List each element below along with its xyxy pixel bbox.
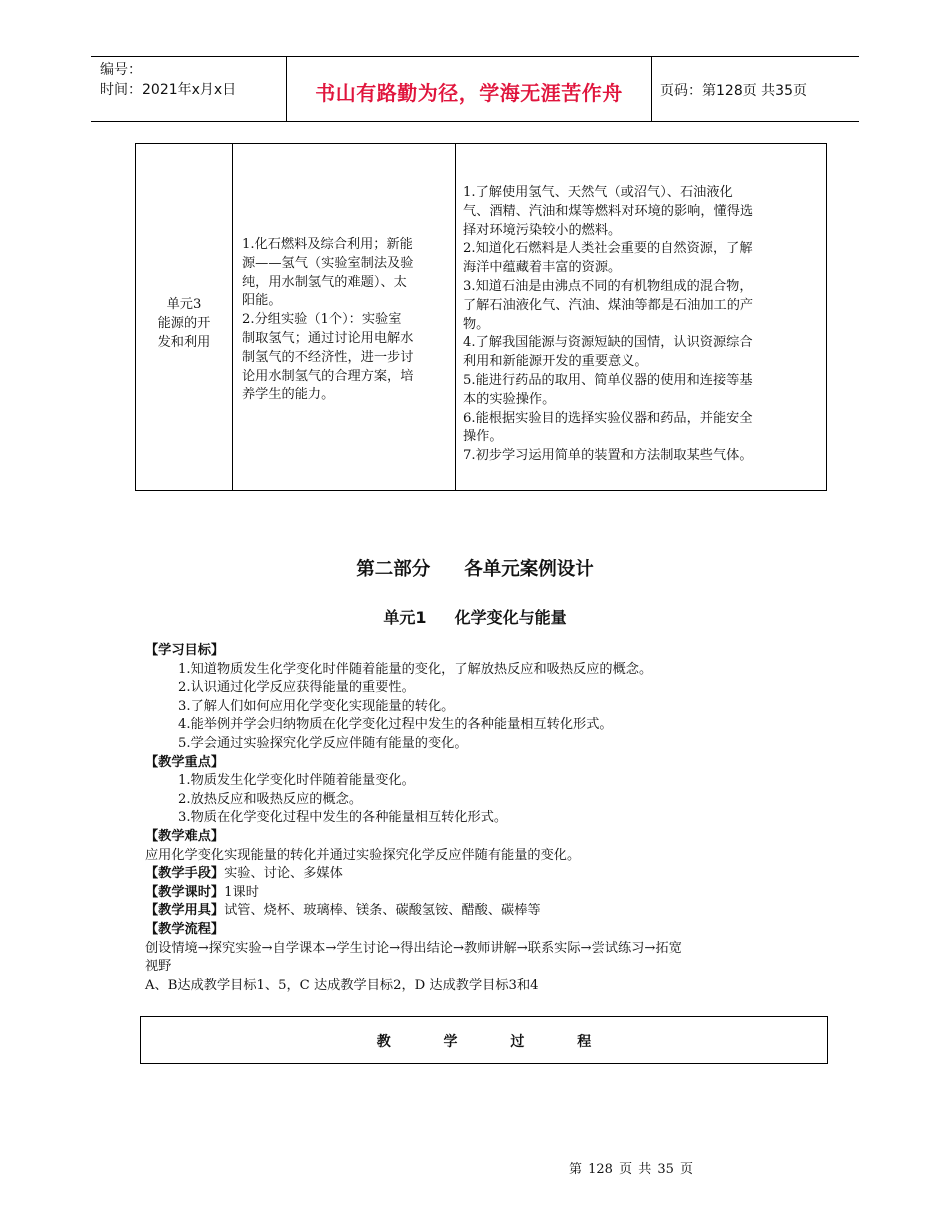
header-top-rule: [91, 56, 859, 57]
requirement-line: 1.了解使用氢气、天然气（或沼气）、石油液化: [463, 185, 733, 200]
means-text: 实验、讨论、多媒体: [224, 866, 343, 882]
flow-line: 视野: [145, 959, 172, 975]
content-line: 1.化石燃料及综合利用；新能: [242, 237, 413, 252]
goals-heading: 【学习目标】: [145, 643, 225, 658]
requirement-line: 气、酒精、汽油和煤等燃料对环境的影响，懂得选: [463, 203, 754, 219]
lesson-plan-body: [145, 642, 825, 995]
unit-content-cell: [242, 236, 450, 405]
requirement-line: 操作。: [463, 429, 503, 445]
flow-line: 创设情境→探究实验→自学课本→学生讨论→得出结论→教师讲解→联系实际→尝试练习→拓宽: [145, 940, 682, 956]
goal-item: 4.能举例并学会归纳物质在化学变化过程中发生的各种能量相互转化形式。: [178, 717, 613, 733]
requirement-line: 4.了解我国能源与资源短缺的国情，认识资源综合: [463, 335, 753, 351]
header-bottom-rule: [91, 121, 859, 122]
requirement-line: 2.知道化石燃料是人类社会重要的自然资源，了解: [463, 241, 753, 257]
difficulty-heading: 【教学难点】: [145, 828, 225, 844]
header-divider-left: [286, 57, 287, 121]
unit-name-cell: [136, 296, 232, 352]
part-title-right: 各单元案例设计: [464, 559, 594, 580]
key-point-item: 2.放热反应和吸热反应的概念。: [178, 791, 363, 807]
table-column-divider: [232, 144, 233, 490]
requirement-line: 择对环境污染较小的燃料。: [463, 222, 622, 238]
requirement-line: 利用和新能源开发的重要意义。: [463, 354, 648, 370]
header-page-info: 页码：第128页 共35页: [660, 83, 807, 99]
part-title-left: 第二部分: [356, 559, 431, 580]
flow-heading: 【教学流程】: [145, 921, 225, 937]
document-time-label: 时间：2021年x月x日: [100, 82, 237, 98]
content-line: 源——氢气（实验室制法及验: [242, 255, 414, 271]
header-divider-right: [651, 57, 652, 121]
content-line: 纯，用水制氢气的难题）、太: [242, 274, 407, 290]
tools-heading: 【教学用具】: [145, 903, 225, 919]
unit-name-line: 能源的开: [157, 315, 211, 331]
goal-item: 3.了解人们如何应用化学变化实现能量的转化。: [178, 698, 455, 714]
key-points-heading: 【教学重点】: [145, 754, 225, 770]
requirement-line: 物。: [463, 316, 490, 332]
page-footer: 第 128 页 共 35 页: [569, 1162, 694, 1177]
content-line: 养学生的能力。: [242, 387, 335, 403]
means-heading: 【教学手段】: [145, 866, 225, 882]
unit-title-right: 化学变化与能量: [454, 608, 567, 627]
tools-text: 试管、烧杯、玻璃棒、镁条、碳酸氢铵、醋酸、碳棒等: [224, 903, 541, 919]
requirement-line: 5.能进行药品的取用、简单仪器的使用和连接等基: [463, 372, 753, 388]
content-line: 制氢气的不经济性，进一步讨: [242, 349, 414, 365]
requirement-line: 本的实验操作。: [463, 391, 556, 407]
document-number-label: 编号：: [100, 62, 142, 78]
goal-item: 2.认识通过化学反应获得能量的重要性。: [178, 680, 415, 696]
content-line: 阳能。: [242, 293, 282, 309]
unit-title-left: 单元1: [383, 608, 427, 627]
requirement-line: 了解石油液化气、汽油、煤油等都是石油加工的产: [463, 297, 754, 313]
unit-name-line: 发和利用: [157, 334, 211, 350]
requirement-line: 海洋中蕴藏着丰富的资源。: [463, 260, 622, 276]
hours-heading: 【教学课时】: [145, 884, 225, 900]
key-point-item: 3.物质在化学变化过程中发生的各种能量相互转化形式。: [178, 810, 508, 826]
part-title: [0, 555, 950, 581]
unit-requirements-cell: [463, 184, 820, 466]
requirement-line: 6.能根据实验目的选择实验仪器和药品，并能安全: [463, 410, 753, 426]
hours-text: 1课时: [224, 884, 259, 900]
header-meta: [100, 60, 236, 100]
content-line: 论用水制氢气的合理方案，培: [242, 368, 414, 384]
key-point-item: 1.物质发生化学变化时伴随着能量变化。: [178, 773, 415, 789]
content-line: 2.分组实验（1个）：实验室: [242, 312, 402, 328]
difficulty-text: 应用化学变化实现能量的转化并通过实验探究化学反应伴随有能量的变化。: [145, 847, 581, 863]
teaching-process-box: [140, 1016, 828, 1064]
unit-title: [0, 605, 950, 628]
teaching-process-label: 教 学 过 程: [376, 1034, 592, 1050]
unit-table: [135, 143, 827, 491]
flow-note: A、B达成教学目标1、5，C 达成教学目标2，D 达成教学目标3和4: [145, 977, 539, 993]
table-column-divider: [455, 144, 456, 490]
content-line: 制取氢气；通过讨论用电解水: [242, 330, 414, 346]
requirement-line: 3.知道石油是由沸点不同的有机物组成的混合物，: [463, 278, 753, 294]
unit-name-line: 单元3: [166, 297, 202, 312]
goal-item: 1.知道物质发生化学变化时伴随着能量的变化，了解放热反应和吸热反应的概念。: [178, 661, 653, 677]
requirement-line: 7.初步学习运用简单的装置和方法制取某些气体。: [463, 448, 753, 464]
goal-item: 5.学会通过实验探究化学反应伴随有能量的变化。: [178, 735, 468, 751]
header-motto: 书山有路勤为径，学海无涯苦作舟: [315, 81, 623, 105]
